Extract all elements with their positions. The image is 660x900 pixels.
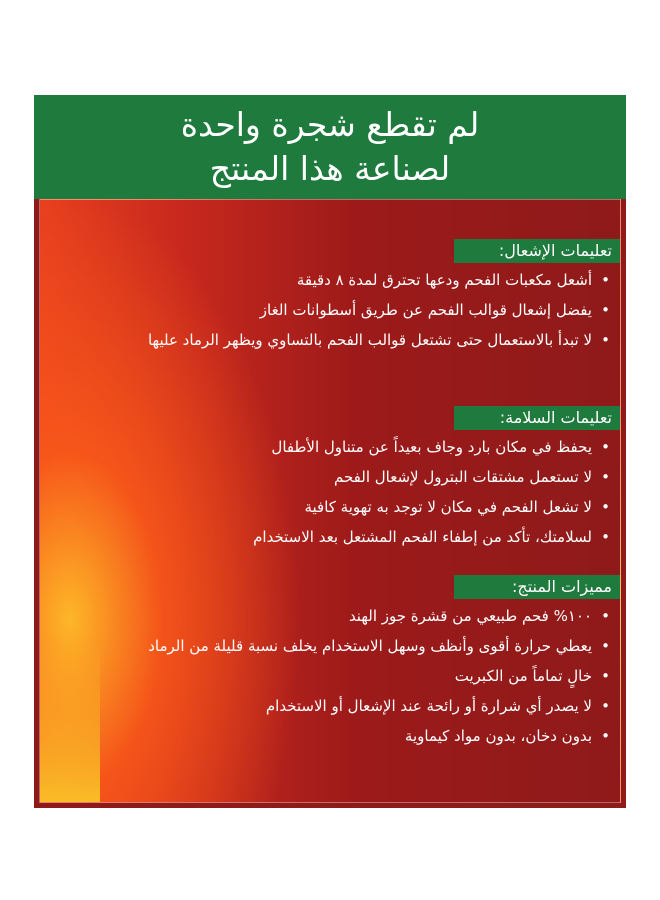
- list-item: • ١٠٠% فحم طبيعي من قشرة جوز الهند: [50, 601, 610, 631]
- bullet-icon: •: [601, 498, 610, 516]
- features-list: [50, 601, 610, 751]
- bullet-icon: •: [601, 271, 610, 289]
- header-banner: [34, 95, 626, 199]
- ignition-title-bar: [454, 239, 620, 263]
- bullet-icon: •: [601, 301, 610, 319]
- list-item: • بدون دخان، بدون مواد كيماوية: [50, 721, 610, 751]
- list-item: • يعطي حرارة أقوى وأنظف وسهل الاستخدام يخلف نسبة قليلة من الرماد: [50, 631, 610, 661]
- list-item: • يفضل إشعال قوالب الفحم عن طريق أسطوانات الغاز: [50, 295, 610, 325]
- list-item: • خالٍ تماماً من الكبريت: [50, 661, 610, 691]
- list-item: • لا تشعل الفحم في مكان لا توجد به تهوية كافية: [50, 492, 610, 522]
- safety-title: تعليمات السلامة:: [499, 408, 612, 427]
- bullet-icon: •: [601, 697, 610, 715]
- list-item: • يحفظ في مكان بارد وجاف بعيداً عن متناول الأطفال: [50, 432, 610, 462]
- ignition-title: تعليمات الإشعال:: [498, 241, 612, 260]
- ignition-list: [50, 265, 610, 355]
- list-item: • لا تبدأ بالاستعمال حتى تشتعل قوالب الفحم بالتساوي ويظهر الرماد عليها: [50, 325, 610, 355]
- list-item: • لا يصدر أي شرارة أو رائحة عند الإشعال أو الاستخدام: [50, 691, 610, 721]
- bullet-icon: •: [601, 438, 610, 456]
- safety-title-bar: [454, 406, 620, 430]
- bullet-icon: •: [601, 607, 610, 625]
- list-item: • لا تستعمل مشتقات البترول لإشعال الفحم: [50, 462, 610, 492]
- list-item: • أشعل مكعبات الفحم ودعها تحترق لمدة ٨ دقيقة: [50, 265, 610, 295]
- header-line-1: لم تقطع شجرة واحدة: [180, 105, 480, 144]
- list-item: • لسلامتك، تأكد من إطفاء الفحم المشتعل بعد الاستخدام: [50, 522, 610, 552]
- bullet-icon: •: [601, 528, 610, 546]
- features-title: مميزات المنتج:: [511, 577, 612, 596]
- features-title-bar: [454, 575, 620, 599]
- bullet-icon: •: [601, 331, 610, 349]
- bullet-icon: •: [601, 468, 610, 486]
- product-info-card: [34, 95, 626, 808]
- header-line-2: لصناعة هذا المنتج: [209, 149, 451, 188]
- bullet-icon: •: [601, 637, 610, 655]
- instructions-panel: [39, 199, 621, 803]
- safety-list: [50, 432, 610, 552]
- bullet-icon: •: [601, 667, 610, 685]
- bullet-icon: •: [601, 727, 610, 745]
